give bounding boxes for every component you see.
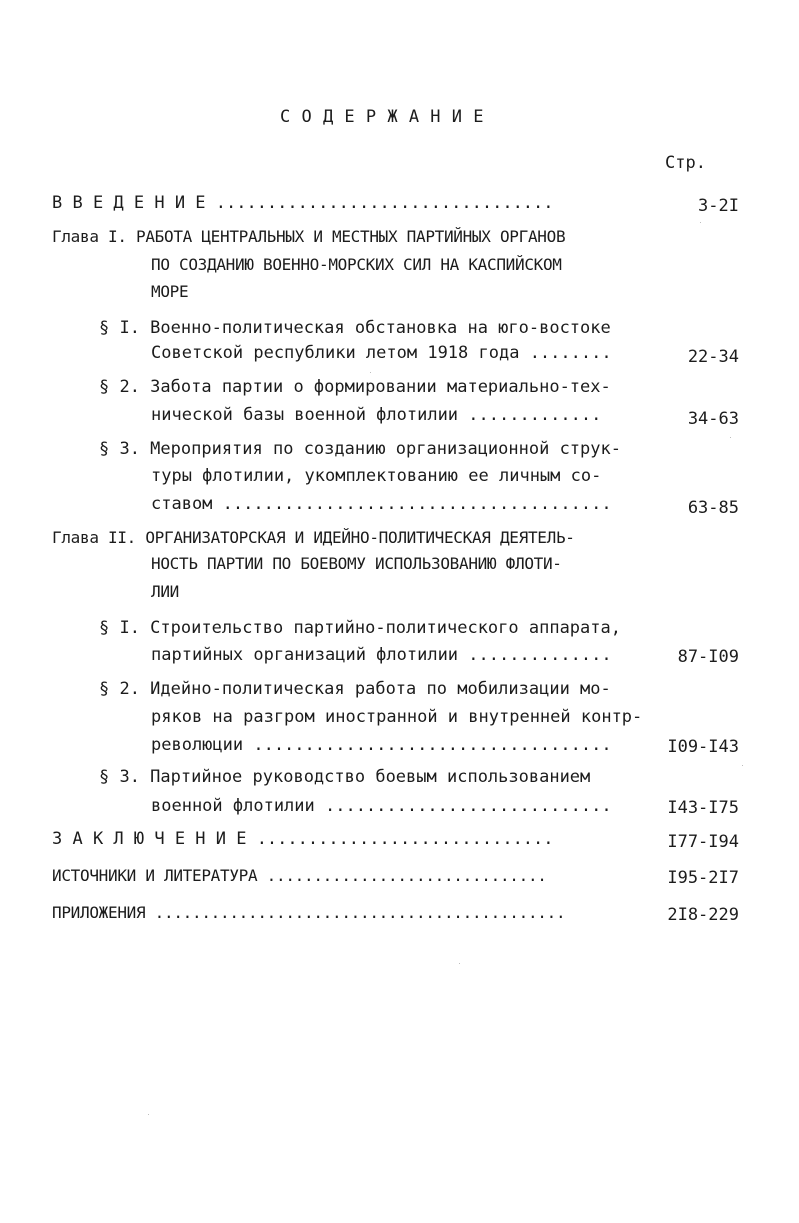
- toc-section-line: ставом ......................................: [151, 494, 612, 514]
- toc-section-line: нической базы военной флотилии .............: [151, 405, 602, 425]
- toc-section-line: ряков на разгром иностранной и внутренней контр-: [151, 707, 643, 727]
- toc-entry-line: В В Е Д Е Н И Е .................................: [52, 193, 554, 213]
- toc-section-line: Советской республики летом 1918 года ........: [151, 343, 612, 363]
- toc-section-line: § 2. Идейно-политическая работа по мобилизации мо-: [99, 679, 611, 699]
- toc-section-line: § 2. Забота партии о формировании материально-тех-: [99, 377, 611, 397]
- toc-section-line: революции ...................................: [151, 735, 612, 755]
- scan-speck: [700, 222, 701, 223]
- toc-section-pages: 63-85: [687, 498, 739, 518]
- toc-section-line: § I. Военно-политическая обстановка на юго-востоке: [99, 318, 611, 338]
- scan-speck: [742, 765, 743, 766]
- toc-title: С О Д Е Р Ж А Н И Е: [280, 107, 484, 127]
- toc-section-pages: I43-I75: [667, 798, 739, 818]
- toc-entry-line: ИСТОЧНИКИ И ЛИТЕРАТУРА ..............................: [52, 866, 547, 885]
- toc-section-pages: 34-63: [687, 409, 739, 429]
- scan-speck: [459, 963, 460, 964]
- toc-chapter-title-line: МОРЕ: [151, 282, 189, 301]
- toc-section-pages: 22-34: [687, 347, 739, 367]
- toc-section-pages: I09-I43: [667, 737, 739, 757]
- toc-section-line: военной флотилии ............................: [151, 796, 612, 816]
- toc-entry-pages: 2I8-229: [667, 905, 739, 925]
- toc-entry-pages: 3-2I: [698, 196, 739, 216]
- page-column-header: Стр.: [665, 153, 706, 173]
- toc-entry-pages: I77-I94: [667, 832, 739, 852]
- scan-speck: [148, 1114, 149, 1115]
- toc-chapter-title-line: ЛИИ: [151, 582, 179, 601]
- toc-chapter-title-line: НОСТЬ ПАРТИИ ПО БОЕВОМУ ИСПОЛЬЗОВАНИЮ ФЛОТИ-: [151, 554, 562, 573]
- toc-entry-line: ПРИЛОЖЕНИЯ ............................................: [52, 903, 566, 922]
- toc-chapter-title-line: Глава I. РАБОТА ЦЕНТРАЛЬНЫХ И МЕСТНЫХ ПАРТИЙНЫХ ОРГАНОВ: [52, 227, 566, 246]
- toc-section-line: партийных организаций флотилии ..............: [151, 645, 612, 665]
- toc-section-pages: 87-I09: [677, 647, 739, 667]
- toc-entry-line: З А К Л Ю Ч Е Н И Е .............................: [52, 829, 554, 849]
- toc-section-line: § 3. Мероприятия по созданию организационной струк-: [99, 439, 621, 459]
- scan-speck: [730, 437, 731, 438]
- scan-speck: [370, 372, 371, 373]
- toc-section-line: туры флотилии, укомплектованию ее личным со-: [151, 466, 602, 486]
- toc-entry-pages: I95-2I7: [667, 868, 739, 888]
- toc-section-line: § I. Строительство партийно-политического аппарата,: [99, 618, 621, 638]
- toc-chapter-title-line: ПО СОЗДАНИЮ ВОЕННО-МОРСКИХ СИЛ НА КАСПИЙСКОМ: [151, 255, 562, 274]
- toc-section-line: § 3. Партийное руководство боевым использованием: [99, 767, 591, 787]
- toc-chapter-title-line: Глава II. ОРГАНИЗАТОРСКАЯ И ИДЕЙНО-ПОЛИТИЧЕСКАЯ ДЕЯТЕЛЬ-: [52, 528, 575, 547]
